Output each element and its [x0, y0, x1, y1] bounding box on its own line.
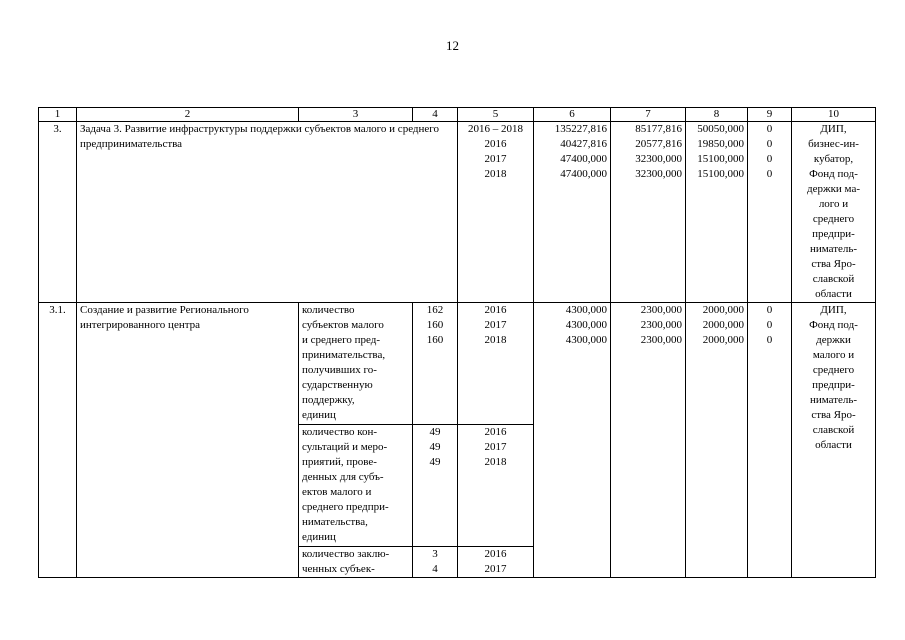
- header-cell: 8: [686, 108, 748, 122]
- subtask-col6: 4300,000 4300,000 4300,000: [534, 303, 611, 578]
- indicator-name: количество заклю- ченных субъек-: [299, 547, 413, 578]
- indicator-years: 2016 2017 2018: [458, 303, 534, 425]
- header-cell: 10: [792, 108, 876, 122]
- header-cell: 3: [299, 108, 413, 122]
- task-years: 2016 – 2018 2016 2017 2018: [458, 122, 534, 303]
- subtask-col8: 2000,000 2000,000 2000,000: [686, 303, 748, 578]
- subtask-executor: ДИП, Фонд под- держки малого и среднего предпри- ниматель- ства Яро- славской области: [792, 303, 876, 578]
- task-col6: 135227,816 40427,816 47400,000 47400,000: [534, 122, 611, 303]
- task-executor: ДИП, бизнес-ин- кубатор, Фонд под- держки ма- лого и среднего предпри- ниматель- ства Яро- славской области: [792, 122, 876, 303]
- task-title: [77, 122, 458, 303]
- header-cell: 5: [458, 108, 534, 122]
- header-cell: 1: [39, 108, 77, 122]
- task-row: [39, 122, 876, 303]
- subtask-number: 3.1.: [39, 303, 77, 578]
- task-col9: 0 0 0 0: [748, 122, 792, 303]
- subtask-row: [39, 303, 876, 425]
- page-number: 12: [446, 38, 459, 53]
- header-cell: 6: [534, 108, 611, 122]
- task-title-text: Задача 3. Развитие инфраструктуры поддержки субъектов малого и среднего предпринимательства: [80, 123, 440, 150]
- indicator-values: 3 4: [413, 547, 458, 578]
- subtask-title: [77, 303, 299, 578]
- subtask-col7: 2300,000 2300,000 2300,000: [611, 303, 686, 578]
- task-col7: 85177,816 20577,816 32300,000 32300,000: [611, 122, 686, 303]
- indicator-values: 162 160 160: [413, 303, 458, 425]
- header-cell: 9: [748, 108, 792, 122]
- indicator-values: 49 49 49: [413, 425, 458, 547]
- header-cell: 2: [77, 108, 299, 122]
- header-cell: 7: [611, 108, 686, 122]
- task-col8: 50050,000 19850,000 15100,000 15100,000: [686, 122, 748, 303]
- indicator-years: 2016 2017 2018: [458, 425, 534, 547]
- indicator-years: 2016 2017: [458, 547, 534, 578]
- indicator-name: количество субъектов малого и среднего пред- принимательства, получивших го- сударственную поддержку, единиц: [299, 303, 413, 425]
- indicator-name: количество кон- сультаций и меро- приятий, прове- денных для субъ- ектов малого и среднего предпри- нимательства, единиц: [299, 425, 413, 547]
- header-row: [39, 108, 876, 122]
- task-number: 3.: [39, 122, 77, 303]
- header-cell: 4: [413, 108, 458, 122]
- program-table: [38, 107, 876, 578]
- subtask-title-text: Создание и развитие Регионального интегрированного центра: [80, 304, 249, 331]
- subtask-col9: 0 0 0: [748, 303, 792, 578]
